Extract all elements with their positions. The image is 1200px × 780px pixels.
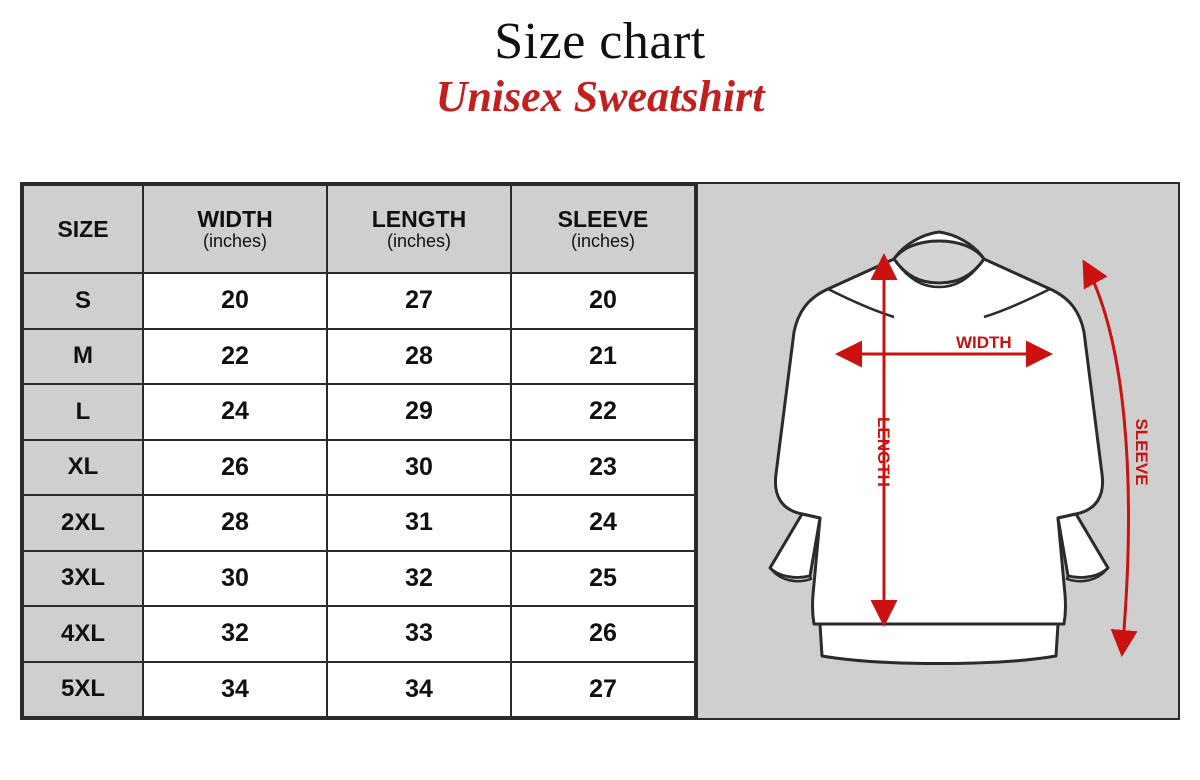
column-header-length-unit: (inches) — [386, 231, 452, 251]
cell-length: 32 — [327, 551, 511, 607]
size-chart-container — [20, 182, 1180, 720]
column-header-sleeve — [511, 185, 695, 273]
column-header-length — [327, 185, 511, 273]
table-row — [23, 384, 695, 440]
sleeve-label: SLEEVE — [1132, 418, 1151, 486]
table-row — [23, 606, 695, 662]
cell-sleeve: 21 — [511, 329, 695, 385]
cell-sleeve: 20 — [511, 273, 695, 329]
table-row — [23, 551, 695, 607]
cell-size: 2XL — [23, 495, 143, 551]
cell-size: 3XL — [23, 551, 143, 607]
cell-width: 34 — [143, 662, 327, 718]
cell-width: 26 — [143, 440, 327, 496]
cell-width: 22 — [143, 329, 327, 385]
page-subtitle: Unisex Sweatshirt — [435, 72, 765, 121]
column-header-width-label: WIDTH — [197, 206, 273, 232]
column-header-length-label: LENGTH — [371, 206, 467, 232]
table-row — [23, 662, 695, 718]
cell-sleeve: 27 — [511, 662, 695, 718]
cell-length: 29 — [327, 384, 511, 440]
cell-sleeve: 24 — [511, 495, 695, 551]
cell-length: 30 — [327, 440, 511, 496]
sweatshirt-outline-icon — [770, 232, 1108, 664]
column-header-width — [143, 185, 327, 273]
column-header-size — [23, 185, 143, 273]
column-header-sleeve-unit: (inches) — [570, 231, 636, 251]
cell-size: 5XL — [23, 662, 143, 718]
cell-width: 20 — [143, 273, 327, 329]
title-block — [0, 0, 1200, 122]
cell-sleeve: 25 — [511, 551, 695, 607]
width-label: WIDTH — [956, 333, 1012, 352]
length-label: LENGTH — [874, 417, 893, 487]
cell-length: 27 — [327, 273, 511, 329]
cell-size: S — [23, 273, 143, 329]
cell-length: 28 — [327, 329, 511, 385]
cell-size: L — [23, 384, 143, 440]
cell-width: 24 — [143, 384, 327, 440]
cell-size: 4XL — [23, 606, 143, 662]
cell-sleeve: 23 — [511, 440, 695, 496]
sweatshirt-diagram-icon — [698, 184, 1181, 718]
table-row — [23, 440, 695, 496]
cell-length: 34 — [327, 662, 511, 718]
column-header-width-unit: (inches) — [202, 231, 268, 251]
column-header-sleeve-label: SLEEVE — [557, 206, 649, 232]
cell-size: M — [23, 329, 143, 385]
table-row — [23, 329, 695, 385]
cell-length: 31 — [327, 495, 511, 551]
cell-sleeve: 22 — [511, 384, 695, 440]
table-row — [23, 495, 695, 551]
table-header-row — [23, 185, 695, 273]
cell-width: 32 — [143, 606, 327, 662]
cell-width: 30 — [143, 551, 327, 607]
cell-size: XL — [23, 440, 143, 496]
cell-length: 33 — [327, 606, 511, 662]
column-header-size-label: SIZE — [57, 215, 109, 242]
table-row — [23, 273, 695, 329]
cell-width: 28 — [143, 495, 327, 551]
size-table — [22, 184, 696, 718]
cell-sleeve: 26 — [511, 606, 695, 662]
page-title: Size chart — [494, 13, 706, 70]
garment-illustration-panel — [696, 184, 1178, 718]
